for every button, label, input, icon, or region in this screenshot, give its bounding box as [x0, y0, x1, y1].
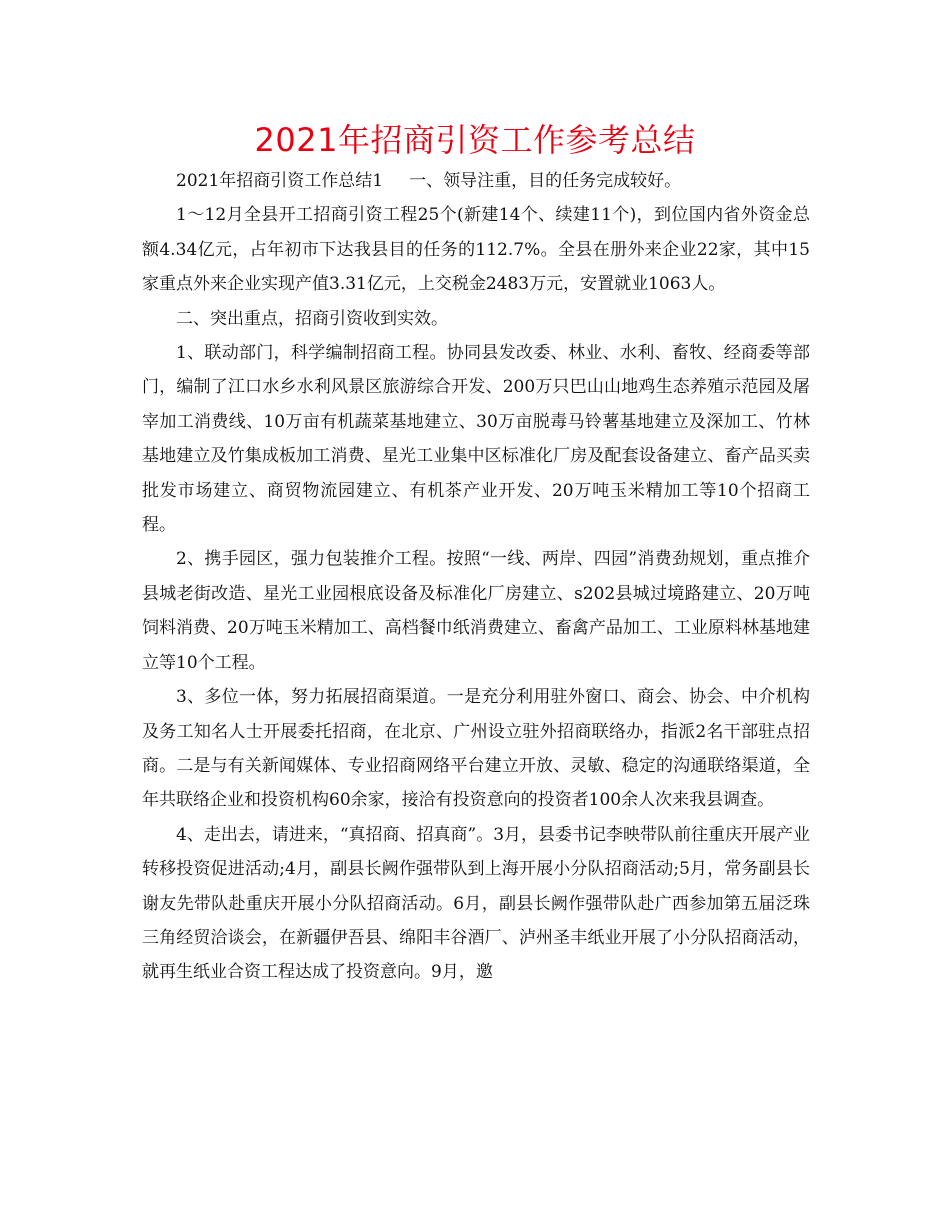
document-body: [142, 164, 810, 990]
paragraph: 2、携手园区，强力包装推介工程。按照“一线、两岸、四园”消费劲规划，重点推介县城老街改造、星光工业园根底设备及标准化厂房建立、s202县城过境路建立、20万吨饲料消费、20万吨玉米精加工、高档餐巾纸消费建立、畜禽产品加工、工业原料林基地建立等10个工程。: [142, 549, 810, 673]
paragraph: 二、突出重点，招商引资收到实效。: [176, 308, 448, 329]
document-title: 2021年招商引资工作参考总结: [254, 121, 696, 159]
paragraph: 4、走出去，请进来，“真招商、招真商”。3月，县委书记李映带队前往重庆开展产业转移投资促进活动;4月，副县长阙作强带队到上海开展小分队招商活动;5月，常务副县长谢友先带队赴重庆开展小分队招商活动。6月，副县长阙作强带队赴广西参加第五届泛珠三角经贸洽谈会，在新疆伊吾县、绵阳丰谷酒厂、泸州圣丰纸业开展了小分队招商活动，就再生纸业合资工程达成了投资意向。9月，邀: [142, 824, 811, 983]
paragraph-lead: 2021年招商引资工作总结1: [176, 171, 384, 191]
paragraph: 1～12月全县开工招商引资工程25个(新建14个、续建11个)，到位国内省外资金总额4.34亿元，占年初市下达我县目的任务的112.7%。全县在册外来企业22家，其中15家重点外来企业实现产值3.31亿元，上交税金2483万元，安置就业1063人。: [142, 205, 810, 295]
paragraph: 1、联动部门，科学编制招商工程。协同县发改委、林业、水利、畜牧、经商委等部门，编制了江口水乡水利风景区旅游综合开发、200万只巴山山地鸡生态养殖示范园及屠宰加工消费线、10万亩有机蔬菜基地建立、30万亩脱毒马铃薯基地建立及深加工、竹林基地建立及竹集成板加工消费、星光工业集中区标准化厂房及配套设备建立、畜产品买卖批发市场建立、商贸物流园建立、有机茶产业开发、20万吨玉米精加工等10个招商工程。: [142, 343, 810, 536]
paragraph-text: 一、领导注重，目的任务完成较好。: [409, 171, 682, 191]
paragraph: [142, 164, 810, 198]
paragraph: 3、多位一体，努力拓展招商渠道。一是充分利用驻外窗口、商会、协会、中介机构及务工知名人士开展委托招商，在北京、广州设立驻外招商联络办，指派2名干部驻点招商。二是与有关新闻媒体、专业招商网络平台建立开放、灵敏、稳定的沟通联络渠道，全年共联络企业和投资机构60余家，接洽有投资意向的投资者100余人次来我县调查。: [142, 687, 810, 811]
